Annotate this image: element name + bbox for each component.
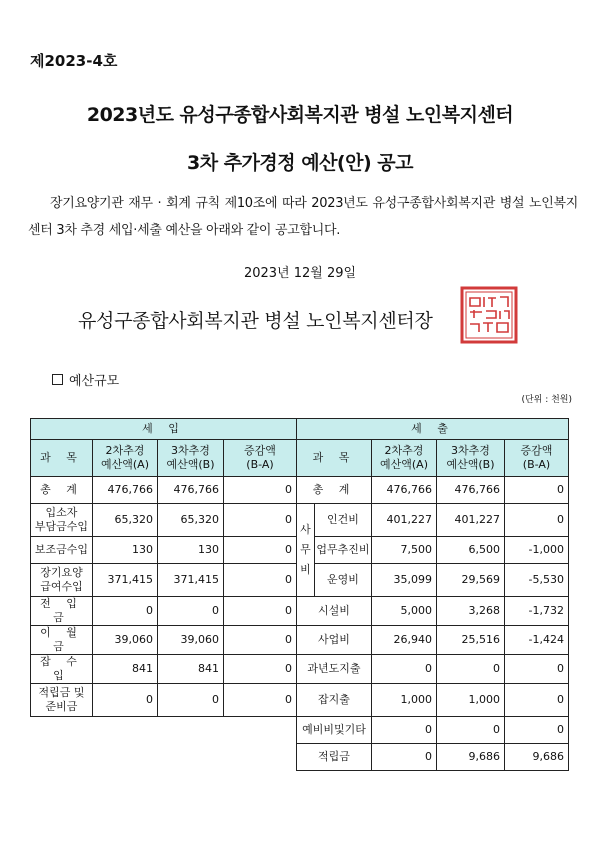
revenue-row-b: 841	[158, 655, 224, 684]
revenue-row-b: 0	[158, 684, 224, 717]
revenue-row-subject: 잡 수 입	[31, 655, 93, 684]
revenue-row-b: 371,415	[158, 564, 224, 597]
expense-row-b: 29,569	[437, 564, 505, 597]
expense-row-b: 0	[437, 655, 505, 684]
expense-row-b: 3,268	[437, 597, 505, 626]
revenue-row-b: 39,060	[158, 626, 224, 655]
expense-row-a: 7,500	[372, 537, 437, 564]
expense-group-label: 사 무 비	[297, 504, 315, 597]
expense-row-a: 401,227	[372, 504, 437, 537]
revenue-empty-cell	[31, 744, 297, 771]
document-number: 제2023-4호	[30, 52, 118, 70]
revenue-row-diff: 0	[224, 626, 297, 655]
revenue-row-a: 130	[93, 537, 158, 564]
revenue-row-a: 0	[93, 684, 158, 717]
revenue-row-a: 841	[93, 655, 158, 684]
section-heading	[52, 370, 119, 389]
notice-date: 2023년 12월 29일	[243, 266, 357, 281]
revenue-row-subject: 이 월 금	[31, 626, 93, 655]
expense-row-b: 401,227	[437, 504, 505, 537]
expense-row-a: 35,099	[372, 564, 437, 597]
expense-row-subject: 인건비	[315, 504, 372, 537]
notice-body: 장기요양기관 재무 · 회계 규칙 제10조에 따라 2023년도 유성구종합사회복지관 병설 노인복지센터 3차 추경 세입·세출 예산을 아래와 같이 공고합니다.	[28, 196, 578, 238]
revenue-row-diff: 0	[224, 655, 297, 684]
revenue-row-subject: 장기요양 급여수입	[31, 564, 93, 597]
revenue-row-a: 371,415	[93, 564, 158, 597]
revenue-row-a: 0	[93, 597, 158, 626]
expense-row-diff: 0	[505, 717, 569, 744]
expense-row-diff: 9,686	[505, 744, 569, 771]
revenue-row-a: 65,320	[93, 504, 158, 537]
revenue-empty-cell	[31, 717, 297, 744]
expense-row-diff: -5,530	[505, 564, 569, 597]
expense-row-b: 476,766	[437, 477, 505, 504]
expense-row-subject: 과년도지출	[297, 655, 372, 684]
expense-col-diff: 증감액 (B-A)	[505, 440, 569, 477]
budget-table	[30, 418, 569, 771]
expense-row-b: 1,000	[437, 684, 505, 717]
expense-col-subject: 과 목	[297, 440, 372, 477]
expense-row-a: 1,000	[372, 684, 437, 717]
expense-row-diff: 0	[505, 504, 569, 537]
expense-row-b: 9,686	[437, 744, 505, 771]
expense-row-diff: 0	[505, 655, 569, 684]
expense-row-subject: 운영비	[315, 564, 372, 597]
expense-row-subject: 업무추진비	[315, 537, 372, 564]
expense-row-a: 26,940	[372, 626, 437, 655]
revenue-row-subject: 보조금수입	[31, 537, 93, 564]
revenue-col-diff: 증감액 (B-A)	[224, 440, 297, 477]
expense-row-subject: 예비비및기타	[297, 717, 372, 744]
revenue-row-diff: 0	[224, 477, 297, 504]
section-heading-label: 예산규모	[69, 374, 120, 389]
expense-row-a: 5,000	[372, 597, 437, 626]
expense-row-subject: 잡지출	[297, 684, 372, 717]
revenue-row-subject: 전 입 금	[31, 597, 93, 626]
expense-row-diff: 0	[505, 684, 569, 717]
revenue-row-diff: 0	[224, 504, 297, 537]
expense-row-subject: 총 계	[297, 477, 372, 504]
expense-row-subject: 사업비	[297, 626, 372, 655]
expense-row-b: 6,500	[437, 537, 505, 564]
expense-row-a: 0	[372, 744, 437, 771]
expense-row-diff: -1,000	[505, 537, 569, 564]
checkbox-bullet-icon	[52, 374, 63, 385]
expense-row-diff: -1,424	[505, 626, 569, 655]
revenue-row-b: 65,320	[158, 504, 224, 537]
revenue-row-subject: 총 계	[31, 477, 93, 504]
revenue-row-subject: 입소자 부담금수입	[31, 504, 93, 537]
page-title: 2023년도 유성구종합사회복지관 병설 노인복지센터	[86, 104, 514, 126]
unit-label: (단위 : 천원)	[521, 395, 572, 405]
expense-row-diff: 0	[505, 477, 569, 504]
organization-signature: 유성구종합사회복지관 병설 노인복지센터장	[78, 310, 433, 332]
revenue-row-a: 476,766	[93, 477, 158, 504]
expense-row-subject: 시설비	[297, 597, 372, 626]
revenue-header: 세 입	[31, 419, 297, 440]
expense-col-2nd: 2차추경 예산액(A)	[372, 440, 437, 477]
revenue-row-b: 130	[158, 537, 224, 564]
expense-row-b: 25,516	[437, 626, 505, 655]
revenue-row-b: 476,766	[158, 477, 224, 504]
revenue-row-diff: 0	[224, 564, 297, 597]
revenue-row-diff: 0	[224, 537, 297, 564]
revenue-col-subject: 과 목	[31, 440, 93, 477]
official-seal-icon	[460, 286, 518, 344]
revenue-row-a: 39,060	[93, 626, 158, 655]
expense-row-a: 0	[372, 717, 437, 744]
revenue-row-subject: 적립금 및 준비금	[31, 684, 93, 717]
expense-header: 세 출	[297, 419, 569, 440]
revenue-row-b: 0	[158, 597, 224, 626]
revenue-col-2nd: 2차추경 예산액(A)	[93, 440, 158, 477]
page-subtitle: 3차 추가경정 예산(안) 공고	[187, 152, 413, 174]
expense-row-diff: -1,732	[505, 597, 569, 626]
expense-row-subject: 적립금	[297, 744, 372, 771]
revenue-row-diff: 0	[224, 684, 297, 717]
expense-row-b: 0	[437, 717, 505, 744]
expense-col-3rd: 3차추경 예산액(B)	[437, 440, 505, 477]
revenue-col-3rd: 3차추경 예산액(B)	[158, 440, 224, 477]
expense-row-a: 0	[372, 655, 437, 684]
expense-row-a: 476,766	[372, 477, 437, 504]
revenue-row-diff: 0	[224, 597, 297, 626]
